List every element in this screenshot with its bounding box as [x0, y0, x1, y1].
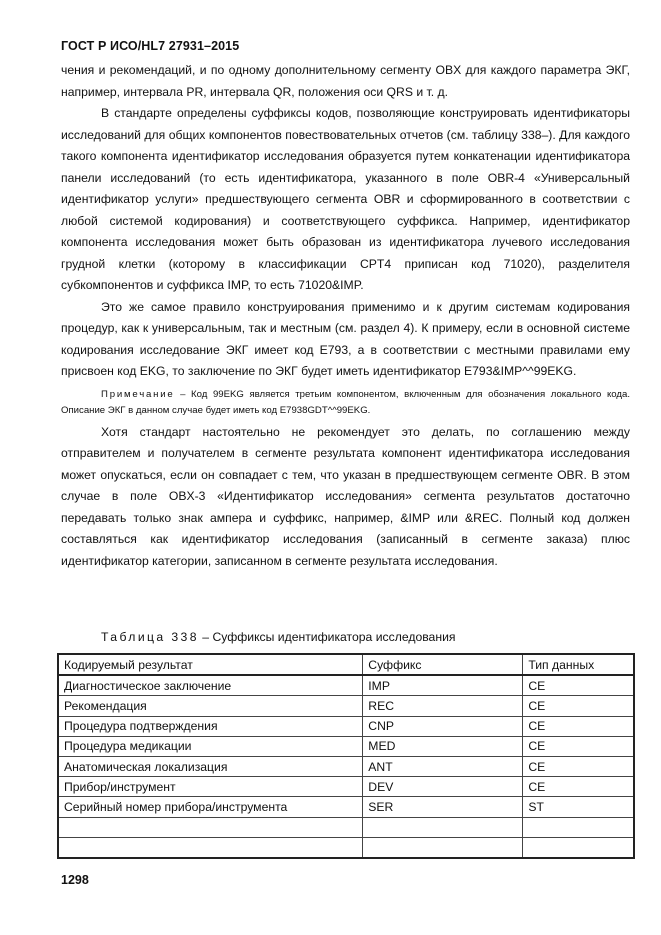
table-cell [58, 837, 363, 858]
page-number: 1298 [61, 873, 89, 887]
table-cell: Прибор/инструмент [58, 777, 363, 797]
table-cell: MED [363, 736, 523, 756]
table-cell: Диагностическое заключение [58, 675, 363, 696]
table-cell [523, 837, 634, 858]
table-row [58, 817, 634, 837]
suffix-table [57, 653, 635, 859]
table-cell: Процедура подтверждения [58, 716, 363, 736]
table-row [58, 777, 634, 797]
table-caption-label: Таблица 338 [101, 630, 199, 644]
table-cell: ANT [363, 756, 523, 776]
table-cell: CE [523, 777, 634, 797]
table-row [58, 696, 634, 716]
table-row [58, 716, 634, 736]
column-header: Тип данных [523, 654, 634, 675]
note-label: Примечание [101, 388, 175, 400]
table-cell: REC [363, 696, 523, 716]
table-cell [363, 837, 523, 858]
body-text [61, 60, 630, 572]
table-cell: Процедура медикации [58, 736, 363, 756]
table-row [58, 797, 634, 817]
table-row [58, 837, 634, 858]
table-cell: CE [523, 756, 634, 776]
table-cell: SER [363, 797, 523, 817]
table-cell [523, 817, 634, 837]
table-row [58, 756, 634, 776]
note [61, 387, 630, 419]
table-caption-text: – Суффиксы идентификатора исследования [198, 630, 456, 644]
table-cell: CE [523, 696, 634, 716]
document-header: ГОСТ Р ИСО/HL7 27931–2015 [61, 39, 240, 53]
paragraph: чения и рекомендаций, и по одному дополнительному сегменту OBX для каждого параметра ЭКГ, например, интервала PR, интервала QR, положения оси QRS и т. д. [61, 63, 630, 99]
table-header-row [58, 654, 634, 675]
table-cell: CNP [363, 716, 523, 736]
paragraph: В стандарте определены суффиксы кодов, позволяющие конструировать идентификаторы исследований для общих компонентов повествовательных отчетов (см. таблицу 338–). Для каждого такого компонента идентификатор исследования образуется путем конкатенации идентификатора панели исследований (то есть идентификатора, указанного в поле OBR-4 «Универсальный идентификатор услуги» предшествующего сегмента OBR и сформированного в соответствии с любой системой кодирования) и соответствующего суффикса. Например, идентификатор компонента исследования может быть образован из идентификатора лучевого исследования грудной клетки (которому в классификации CPT4 приписан код 71020), разделителя субкомпонентов и суффикса IMP, то есть 71020&IMP. [61, 106, 630, 292]
column-header: Суффикс [363, 654, 523, 675]
table-cell: CE [523, 675, 634, 696]
table-cell [58, 817, 363, 837]
paragraph: Это же самое правило конструирования применимо и к другим системам кодирования процедур, как к универсальным, так и местным (см. раздел 4). К примеру, если в основной системе кодирования исследование ЭКГ имеет код E793, а в соответствии с местными правилами ему присвоен код EKG, то заключение по ЭКГ будет иметь идентификатор E793&IMP^^99EKG. [61, 299, 630, 378]
paragraph: Хотя стандарт настоятельно не рекомендует это делать, по соглашению между отправителем и получателем в сегменте результата компонент идентификатора исследования может опускаться, если он совпадает с тем, что указан в предшествующем сегменте OBR. В этом случае в поле OBX-3 «Идентификатор исследования» сегмента результатов достаточно передавать только знак ампера и суффикс, например, &IMP или &REC. Полный код должен составляться как идентификатор исследования (записанный в сегменте заказа) плюс идентификатор категории, записанном в сегменте результата исследования. [61, 424, 630, 568]
table-cell: Серийный номер прибора/инструмента [58, 797, 363, 817]
table-row [58, 675, 634, 696]
table-cell: Рекомендация [58, 696, 363, 716]
note-text: – Код 99EKG является третьим компонентом, включенным для обозначения локального кода. Описание ЭКГ в данном случае будет иметь код E7938GDT^^99EKG. [61, 388, 630, 416]
table-cell: IMP [363, 675, 523, 696]
table-caption [101, 630, 455, 644]
table-cell [363, 817, 523, 837]
table-cell: CE [523, 716, 634, 736]
table-row [58, 736, 634, 756]
column-header: Кодируемый результат [58, 654, 363, 675]
table-cell: CE [523, 736, 634, 756]
table-cell: Анатомическая локализация [58, 756, 363, 776]
table-cell: ST [523, 797, 634, 817]
table-cell: DEV [363, 777, 523, 797]
